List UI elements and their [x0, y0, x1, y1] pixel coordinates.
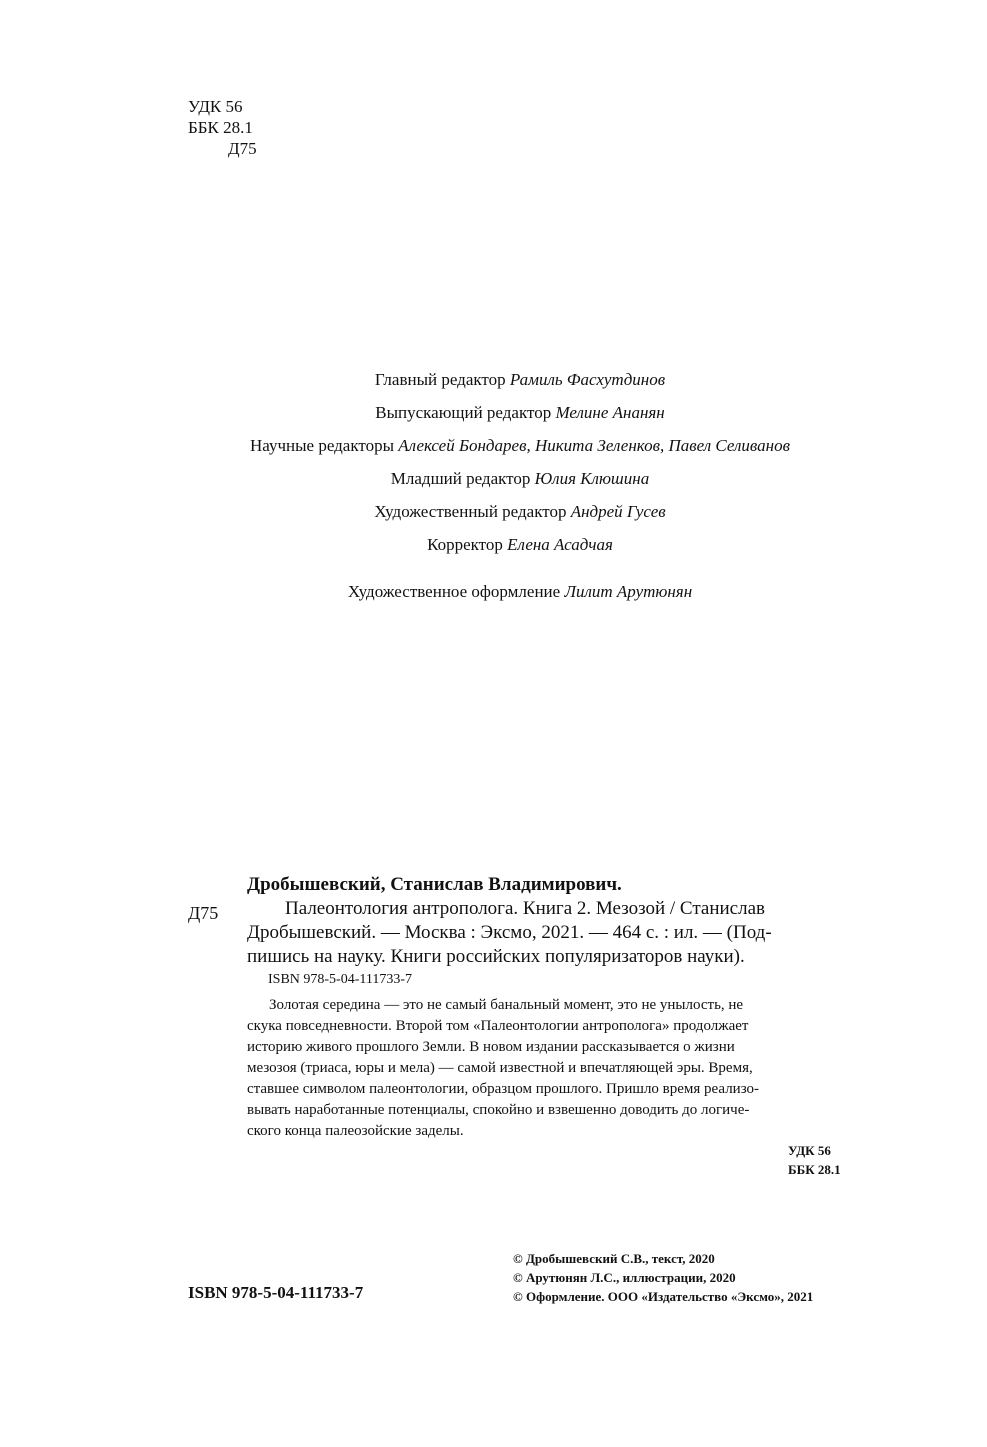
annotation-line: Золотая середина — это не самый банальный момент, это не унылость, не	[269, 997, 744, 1013]
bbk-code: ББК 28.1	[188, 118, 253, 137]
annotation	[247, 995, 857, 1142]
isbn-main: ISBN 978-5-04-111733-7	[188, 1283, 364, 1302]
annotation-line: мезозоя (триаса, юры и мела) — самой известной и впечатляющей эры. Время,	[247, 1060, 753, 1076]
bibliography-line: пишись на науку. Книги российских популяризаторов науки).	[247, 946, 745, 967]
credit-line	[0, 396, 987, 429]
annotation-line: историю живого прошлого Земли. В новом издании рассказывается о жизни	[247, 1039, 735, 1055]
copyright-line: © Дробышевский С.В., текст, 2020	[513, 1251, 715, 1266]
udk-code: УДК 56	[188, 97, 243, 116]
annotation-line: вывать наработанные потенциалы, спокойно и взвешенно доводить до логиче-	[247, 1102, 750, 1118]
top-classification-codes	[188, 96, 257, 159]
credit-role: Главный редактор	[374, 370, 506, 389]
bbk-code: ББК 28.1	[788, 1162, 841, 1177]
udk-code: УДК 56	[788, 1143, 831, 1158]
credit-name: Андрей Гусев	[570, 502, 666, 521]
credit-name: Елена Асадчая	[507, 535, 613, 554]
copyright-line: © Оформление. ООО «Издательство «Эксмо», 2021	[513, 1289, 814, 1304]
bibliography-description	[247, 897, 857, 969]
credit-role: Младший редактор	[390, 469, 531, 488]
credit-role: Художественный редактор	[374, 502, 567, 521]
design-credit	[0, 580, 987, 604]
credit-line	[0, 528, 987, 561]
bibliography-line: Палеонтология антрополога. Книга 2. Мезозой / Станислав	[285, 898, 765, 919]
credit-role: Научные редакторы	[250, 436, 399, 455]
credit-line	[0, 363, 987, 396]
annotation-line: ского конца палеозойские заделы.	[247, 1123, 464, 1139]
bibliography-author: Дробышевский, Станислав Владимирович.	[247, 874, 622, 895]
credit-role: Корректор	[427, 535, 503, 554]
credit-name: Алексей Бондарев, Никита Зеленков, Павел Селиванов	[398, 436, 790, 455]
bibliography-mark: Д75	[188, 903, 219, 923]
credit-line	[0, 495, 987, 528]
credit-line	[0, 462, 987, 495]
credit-name: Рамиль Фасхутдинов	[509, 370, 666, 389]
annotation-line: ставшее символом палеонтологии, образцом прошлого. Пришло время реализо-	[247, 1081, 760, 1097]
credit-line	[0, 429, 987, 462]
design-role: Художественное оформление	[347, 582, 561, 601]
copyright-block	[513, 1249, 813, 1306]
credit-role: Выпускающий редактор	[375, 403, 552, 422]
design-name: Лилит Арутюнян	[564, 582, 693, 601]
annotation-line: скука повседневности. Второй том «Палеонтологии антрополога» продолжает	[247, 1018, 749, 1034]
copyright-line: © Арутюнян Л.С., иллюстрации, 2020	[513, 1270, 736, 1285]
bibliography-isbn: ISBN 978-5-04-111733-7	[268, 972, 413, 987]
credit-name: Мелине Ананян	[555, 403, 665, 422]
editorial-credits	[0, 363, 987, 561]
credit-name: Юлия Клюшина	[534, 469, 650, 488]
bottom-classification-codes	[788, 1141, 841, 1179]
author-mark: Д75	[228, 139, 257, 158]
bibliography-line: Дробышевский. — Москва : Эксмо, 2021. — 464 с. : ил. — (Под-	[247, 922, 772, 943]
